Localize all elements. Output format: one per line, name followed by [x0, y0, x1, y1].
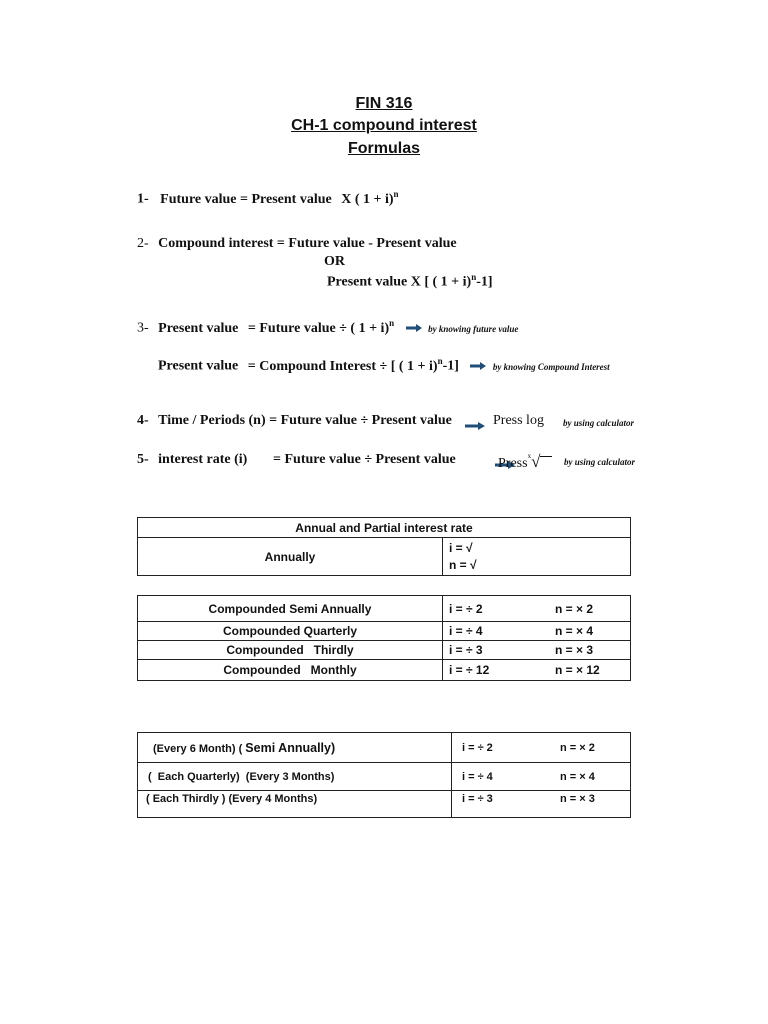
row-label: ( Each Quarterly) (Every 3 Months) [138, 763, 452, 791]
formula-alt-text: Present value X [ ( 1 + i) [327, 274, 472, 290]
arrow-icon [465, 422, 485, 430]
i-value: i = √ [449, 540, 473, 555]
row-label-part: Semi Annually) [245, 740, 336, 755]
row-values [452, 763, 631, 791]
formula-number: 5- [137, 452, 149, 467]
row-label: Compounded Quarterly [138, 622, 443, 641]
formula-rhs: = Compound Interest ÷ [ ( 1 + i) [247, 358, 438, 374]
i-value: i = ÷ 2 [449, 601, 483, 616]
formula-4 [137, 413, 452, 429]
formula-lhs: Future value = Present value [160, 191, 332, 207]
formula-note: by knowing future value [428, 323, 519, 334]
formula-tail: -1] [442, 358, 459, 374]
root-index: x [527, 452, 532, 461]
arrow-icon [406, 324, 422, 332]
formula-number: 2- [137, 236, 149, 251]
table-row [138, 660, 631, 681]
formula-number: 4- [137, 413, 149, 428]
row-values [452, 791, 631, 818]
press-log-text: Press log [493, 413, 544, 428]
root-bar [540, 456, 552, 471]
table-header: Annual and Partial interest rate [138, 518, 631, 538]
arrow-icon [470, 362, 486, 370]
n-value: n = × 12 [555, 663, 600, 677]
row-label: Compounded Semi Annually [138, 596, 443, 622]
row-label-annually: Annually [138, 538, 443, 576]
table-annual-partial [137, 517, 631, 576]
formula-2-alt [327, 272, 493, 291]
table-row [138, 622, 631, 641]
row-values [443, 596, 631, 622]
n-value: n = √ [449, 557, 477, 572]
i-value: i = ÷ 4 [449, 624, 483, 638]
row-label [138, 733, 452, 763]
formula-rhs: X ( 1 + i) [341, 191, 394, 207]
formula-number: 3- [137, 320, 149, 336]
row-label: ( Each Thirdly ) (Every 4 Months) [138, 791, 452, 818]
row-label: Compounded Thirdly [138, 641, 443, 660]
exponent: n [471, 272, 477, 282]
n-value: n = × 2 [560, 741, 595, 754]
formula-3a [137, 318, 518, 337]
table-row [138, 763, 631, 791]
formula-lhs: Present value [158, 320, 239, 336]
table-row [138, 641, 631, 660]
formula-text: Time / Periods (n) = Future value ÷ Present value [158, 413, 452, 428]
n-value: n = × 2 [555, 601, 594, 616]
i-value: i = ÷ 3 [449, 643, 483, 657]
exponent: n [393, 189, 399, 199]
press-label: Press [498, 456, 528, 471]
i-value: i = ÷ 3 [462, 793, 493, 805]
formula-5 [137, 452, 247, 468]
table-row [138, 733, 631, 763]
i-value: i = ÷ 2 [462, 741, 493, 754]
exponent: n [389, 318, 395, 328]
n-value: n = × 4 [560, 770, 595, 783]
calculator-note: by using calculator [564, 457, 636, 467]
i-value: i = ÷ 4 [462, 770, 493, 783]
formula-lhs: interest rate (i) [158, 452, 248, 467]
root-icon: √ [531, 452, 541, 471]
formula-line: Compound interest = Future value - Present value [158, 236, 457, 251]
row-values [443, 660, 631, 681]
or-text: OR [324, 254, 345, 269]
press-root-text [498, 452, 552, 472]
formula-number: 1- [137, 191, 149, 207]
formula-rhs: = Future value ÷ Present value [273, 452, 456, 467]
row-values [443, 622, 631, 641]
formula-lhs: Present value [158, 358, 239, 374]
formula-alt-tail: -1] [476, 274, 493, 290]
n-value: n = × 3 [555, 643, 594, 657]
formula-2 [137, 236, 457, 252]
formulas-heading: Formulas [347, 140, 420, 157]
course-title: FIN 316 [355, 95, 413, 112]
i-value: i = ÷ 12 [449, 663, 490, 677]
table-row [138, 596, 631, 622]
annual-values-cell [443, 538, 631, 576]
formula-rhs: = Future value ÷ ( 1 + i) [247, 320, 390, 336]
formula-3b [158, 356, 610, 375]
calculator-note: by using calculator [563, 418, 635, 428]
table-compounding [137, 595, 631, 681]
row-values [443, 641, 631, 660]
formula-note: by knowing Compound Interest [492, 361, 610, 372]
row-label-part: (Every 6 Month) ( [153, 742, 246, 755]
formula-1 [137, 189, 399, 208]
n-value: n = × 3 [560, 793, 595, 805]
table-row [138, 791, 631, 818]
table-periods [137, 732, 631, 818]
chapter-title: CH-1 compound interest [291, 117, 477, 134]
n-value: n = × 4 [555, 624, 594, 638]
row-values [452, 733, 631, 763]
exponent: n [437, 356, 443, 366]
row-label: Compounded Monthly [138, 660, 443, 681]
